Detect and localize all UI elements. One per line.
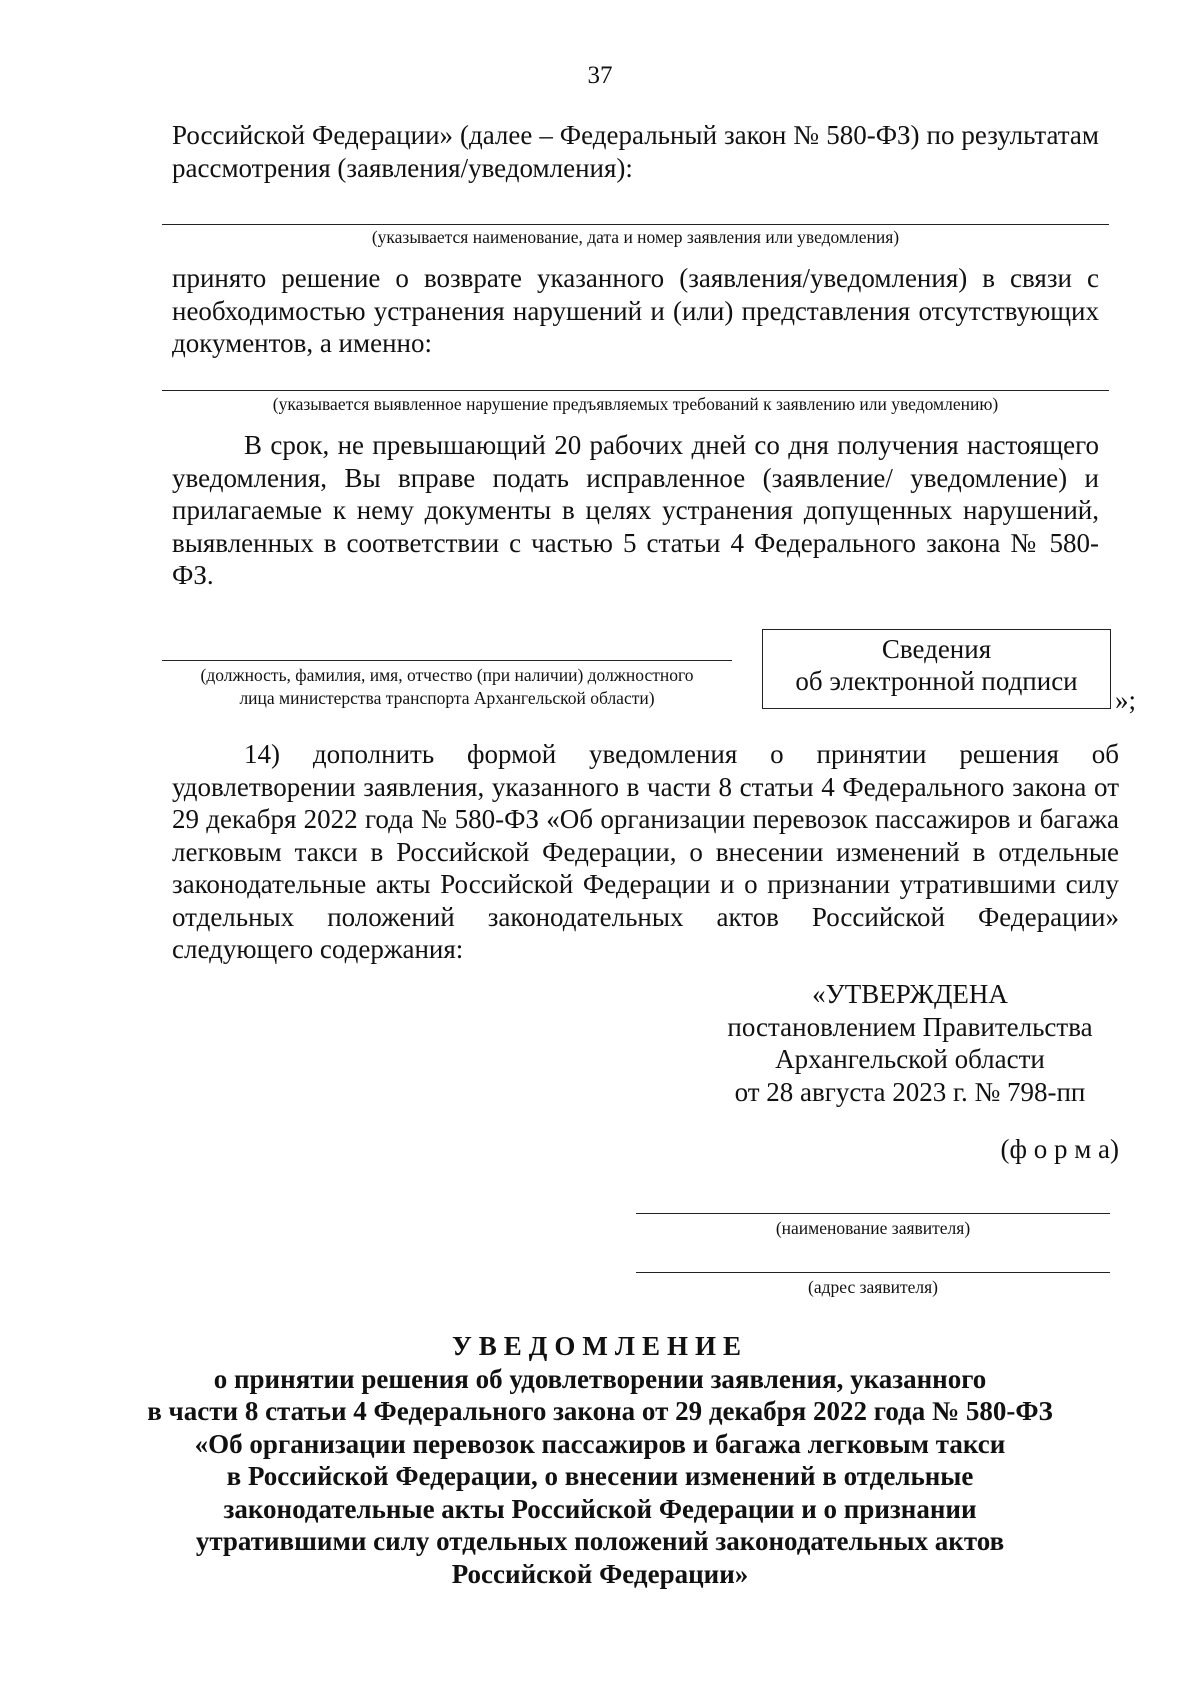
paragraph-deadline: В срок, не превышающий 20 рабочих дней со дня получения настоящего уведомления, Вы вправе подать исправленное (заявление/ уведомление) и прилагаемые к нему документы в целях устранения допущенных нарушений, выявленных в соответствии с частью 5 статьи 4 Федерального закона № 580-ФЗ. [172,430,1099,590]
paragraph-intro: Российской Федерации» (далее – Федеральный закон № 580-ФЗ) по результатам рассмотрения (заявления/уведомления): [172,120,1099,183]
caption-violation: (указывается выявленное нарушение предъявляемых требований к заявлению или уведомлению) [272,394,999,414]
caption-applicant-address: (адрес заявителя) [808,1277,938,1297]
form-label: (ф о р м а) [1000,1134,1119,1164]
notice-title-line1: о принятии решения об удовлетворении заявления, указанного [213,1363,987,1394]
approval-line2: постановлением Правительства [727,1011,1093,1042]
blank-line-violation [162,390,1109,391]
caption-official-line1: (должность, фамилия, имя, отчество (при наличии) должностного [200,665,694,685]
caption-official [162,664,732,710]
notice-title-line3: «Об организации перевозок пассажиров и багажа легковым такси [194,1428,1006,1459]
approval-stamp [690,978,1130,1108]
page-number: 37 [587,62,613,89]
notice-title-line7: Российской Федерации» [451,1558,749,1589]
notice-title-line6: утратившими силу отдельных положений законодательных актов [195,1526,1005,1556]
blank-line-application [162,224,1109,225]
notice-title-line5: законодательные акты Российской Федерации и о признании [223,1493,977,1524]
approval-line3: Архангельской области [775,1044,1045,1074]
electronic-signature-box [762,629,1111,709]
signature-box-line1: Сведения [881,634,992,664]
notice-title [0,1330,1200,1590]
caption-official-line2: лица министерства транспорта Архангельской области) [239,688,655,708]
notice-title-line4: в Российской Федерации, о внесении изменений в отдельные [226,1461,974,1491]
notice-heading: УВЕДОМЛЕНИЕ [451,1331,749,1361]
paragraph-amendment-14: 14) дополнить формой уведомления о принятии решения об удовлетворении заявления, указанного в части 8 статьи 4 Федерального закона от 29 декабря 2022 года № 580-ФЗ «Об организации перевозок пассажиров и багажа легковым такси в Российской Федерации, о внесении изменений в отдельные законодательные акты Российской Федерации и о признании утратившими силу отдельных положений законодательных актов Российской Федерации» следующего содержания: [172,739,1119,964]
caption-applicant-name: (наименование заявителя) [775,1218,971,1238]
blank-line-official [162,660,732,661]
approval-line1: «УТВЕРЖДЕНА [812,979,1008,1009]
paragraph-return-decision: принято решение о возврате указанного (заявления/уведомления) в связи с необходимостью устранения нарушений и (или) представления отсутствующих документов, а именно: [172,263,1099,358]
caption-application: (указывается наименование, дата и номер заявления или уведомления) [371,227,900,247]
closing-quote: »; [1115,685,1137,715]
blank-line-applicant-name [636,1213,1110,1214]
approval-line4: от 28 августа 2023 г. № 798-пп [734,1076,1086,1107]
notice-title-line2: в части 8 статьи 4 Федерального закона от 29 декабря 2022 года № 580-ФЗ [147,1396,1053,1426]
signature-box-line2: об электронной подписи [795,666,1078,696]
blank-line-applicant-address [636,1272,1110,1273]
